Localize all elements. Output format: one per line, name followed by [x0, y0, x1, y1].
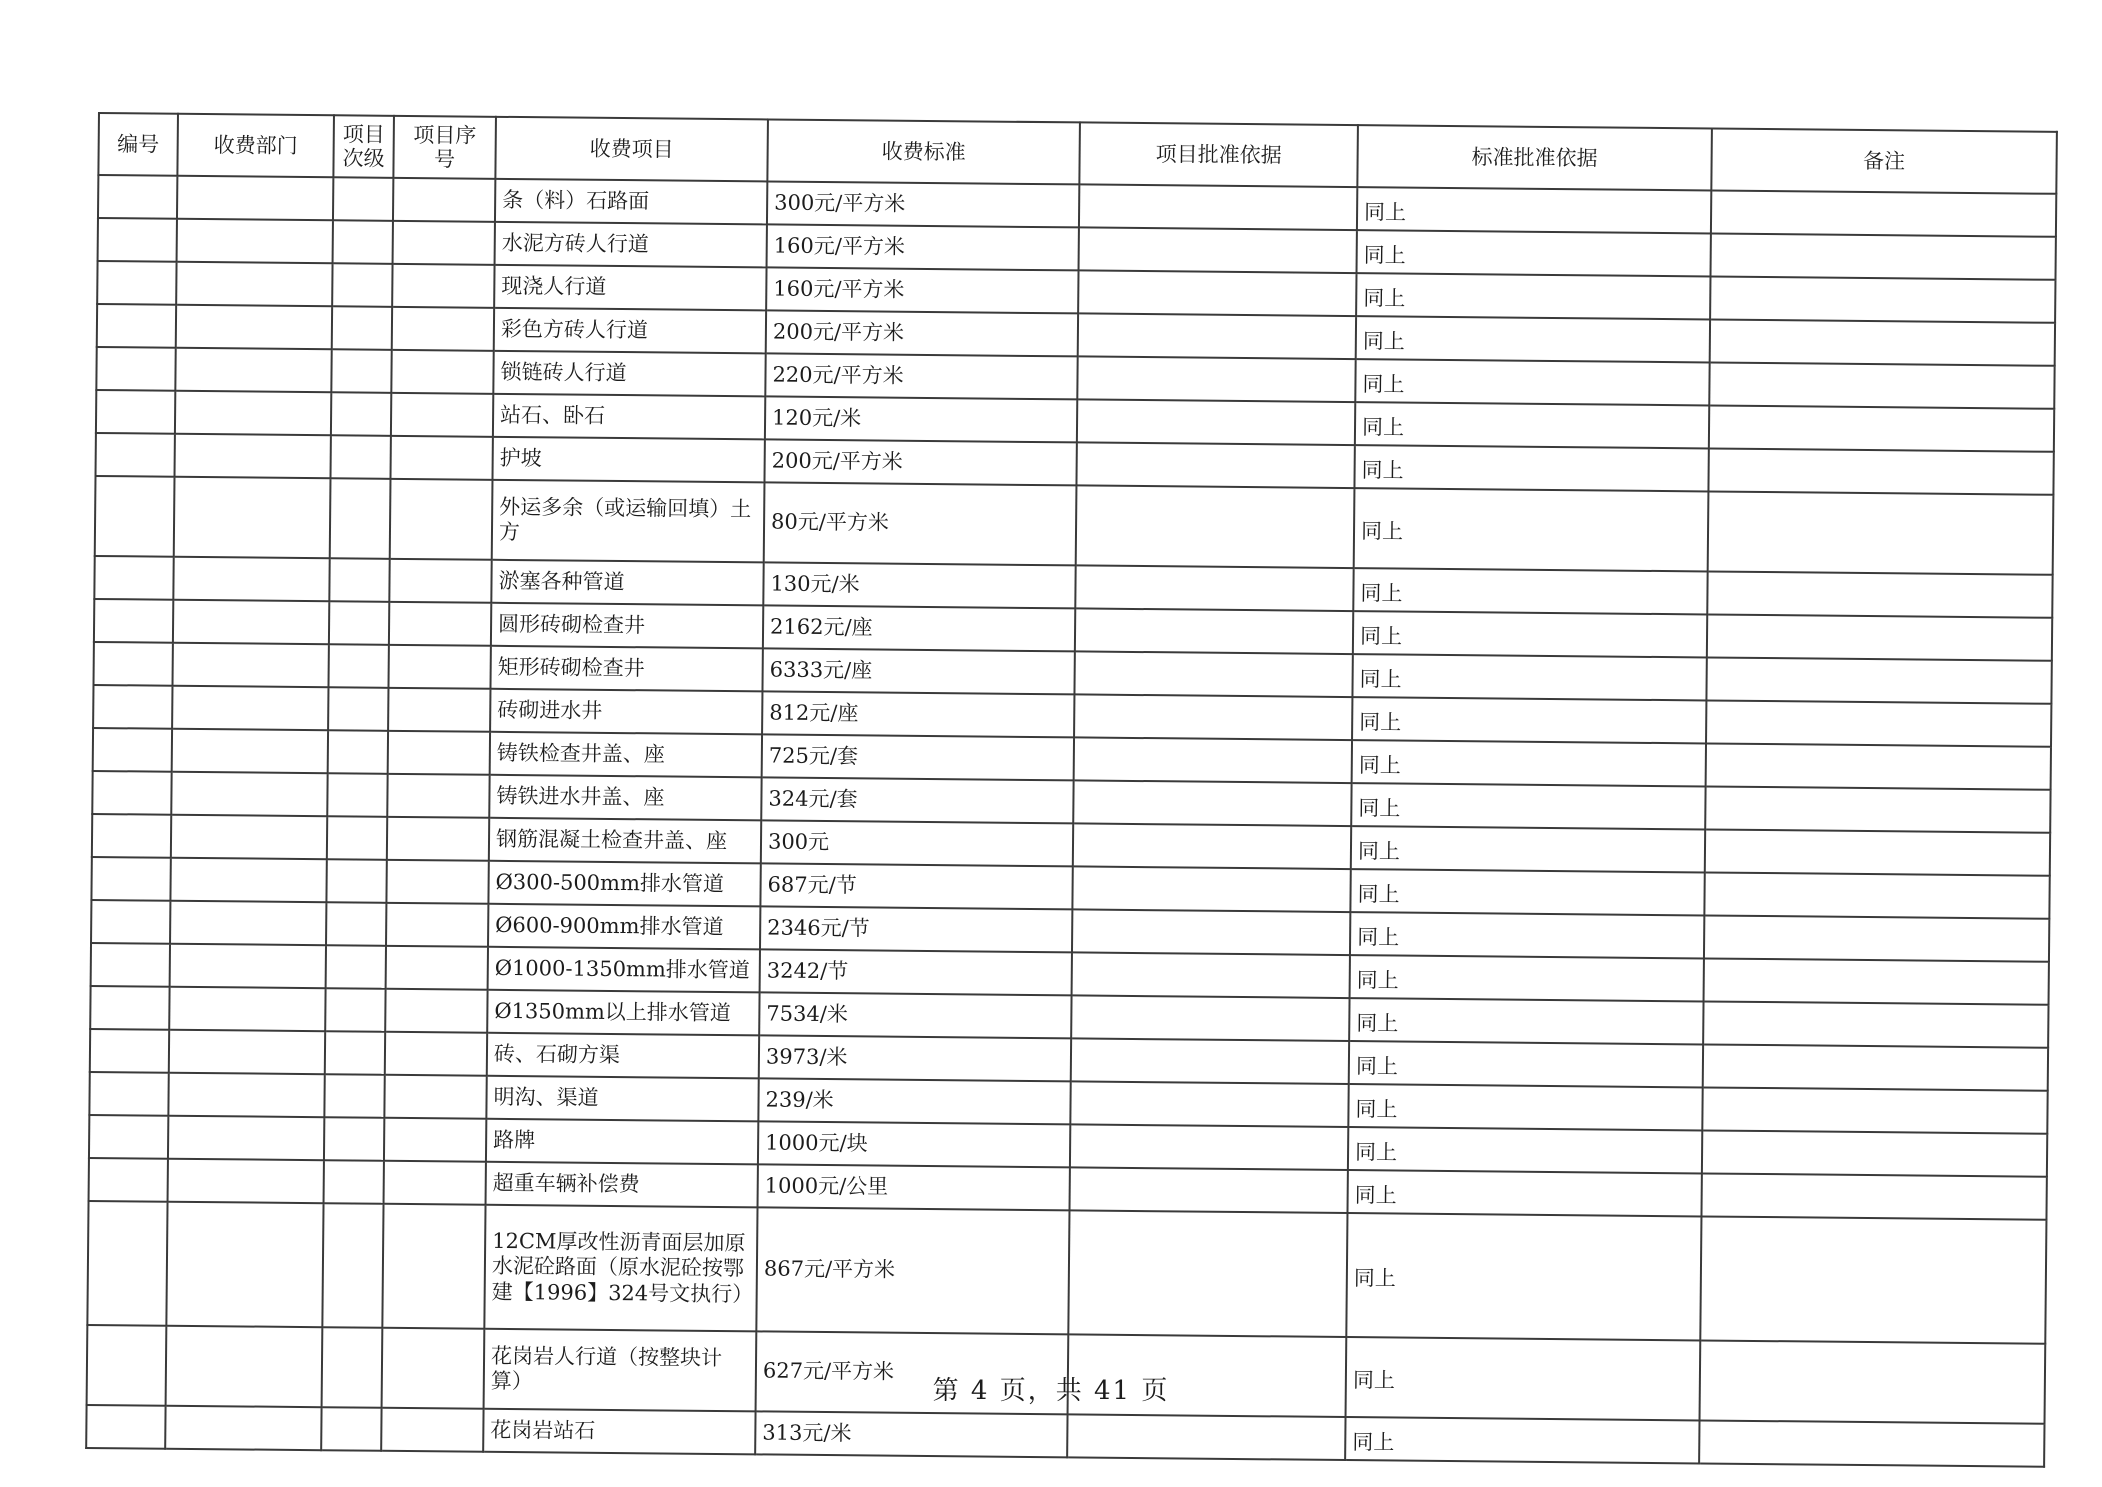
header-cell-department: 收费部门 [177, 114, 334, 177]
cell-remarks [1704, 958, 2049, 1004]
table-row [87, 1201, 2046, 1344]
cell-item: Ø600-900mm排水管道 [488, 904, 760, 950]
cell-sequence [387, 817, 489, 861]
cell-standard-basis: 同上 [1352, 654, 1706, 700]
cell-standard-basis: 同上 [1357, 187, 1711, 233]
cell-sequence [387, 774, 489, 818]
cell-item-basis [1070, 1081, 1348, 1127]
cell-sub-level [333, 177, 393, 221]
cell-number [96, 347, 175, 391]
header-cell-standard-basis: 标准批准依据 [1357, 125, 1712, 190]
cell-item: 现浇人行道 [494, 265, 766, 311]
cell-item-basis [1070, 1167, 1348, 1213]
cell-sub-level [332, 263, 392, 307]
cell-number [96, 390, 175, 434]
cell-standard-basis: 同上 [1354, 445, 1708, 491]
cell-item-basis [1076, 485, 1355, 568]
cell-sub-level [329, 601, 389, 645]
cell-department [175, 391, 331, 435]
cell-standard-basis: 同上 [1354, 488, 1709, 571]
cell-standard: 867元/平方米 [756, 1207, 1069, 1334]
cell-standard: 200元/平方米 [766, 310, 1078, 356]
cell-item-basis [1071, 995, 1349, 1041]
cell-department [176, 305, 332, 349]
cell-number [93, 728, 172, 772]
cell-sub-level [331, 349, 391, 393]
cell-sub-level [327, 816, 387, 860]
cell-sequence [389, 559, 491, 603]
cell-sequence [385, 989, 487, 1033]
cell-standard: 120元/米 [765, 396, 1077, 442]
cell-item-basis [1071, 1038, 1349, 1084]
header-text: 项目 [342, 122, 385, 147]
cell-item-basis [1074, 651, 1352, 697]
cell-standard-basis: 同上 [1350, 955, 1704, 1001]
cell-remarks [1706, 657, 2051, 703]
cell-number [89, 1158, 168, 1202]
cell-sub-level [328, 687, 388, 731]
cell-sub-level [325, 988, 385, 1032]
header-cell-remarks: 备注 [1711, 128, 2057, 193]
cell-remarks [1702, 1130, 2047, 1176]
cell-standard-basis: 同上 [1348, 1084, 1702, 1130]
cell-number [98, 218, 177, 262]
cell-number [89, 1115, 168, 1159]
cell-item-basis [1073, 823, 1351, 869]
cell-standard-basis: 同上 [1356, 316, 1710, 362]
cell-item-basis [1074, 737, 1352, 783]
cell-item-basis [1072, 866, 1350, 912]
cell-sub-level [325, 1031, 385, 1075]
cell-item-basis [1078, 270, 1356, 316]
cell-standard: 220元/平方米 [765, 353, 1077, 399]
cell-number [91, 943, 170, 987]
cell-number [93, 642, 172, 686]
cell-remarks [1710, 233, 2055, 279]
cell-number [90, 1029, 169, 1073]
header-cell-sequence [393, 116, 496, 179]
table-body [86, 175, 2056, 1467]
cell-remarks [1709, 405, 2054, 451]
cell-remarks [1703, 1001, 2048, 1047]
cell-remarks [1704, 915, 2049, 961]
cell-department [166, 1202, 323, 1327]
cell-remarks [1705, 786, 2050, 832]
cell-department [170, 944, 326, 988]
cell-sequence [392, 307, 494, 351]
cell-department [171, 815, 327, 859]
cell-department [176, 262, 332, 306]
cell-item: Ø300-500mm排水管道 [488, 861, 760, 907]
cell-item: 明沟、渠道 [486, 1076, 758, 1122]
cell-item: Ø1350mm以上排水管道 [487, 990, 759, 1036]
cell-standard: 2162元/座 [763, 605, 1075, 651]
cell-remarks [1710, 276, 2055, 322]
cell-standard-basis: 同上 [1355, 402, 1709, 448]
cell-item: 矩形砖砌检查井 [490, 646, 762, 692]
cell-standard: 300元/平方米 [767, 181, 1079, 227]
cell-remarks [1708, 491, 2054, 574]
cell-department [169, 987, 325, 1031]
cell-department [174, 477, 331, 558]
cell-remarks [1710, 319, 2055, 365]
cell-remarks [1705, 829, 2050, 875]
header-text: 次级 [342, 146, 385, 171]
cell-sequence [393, 221, 495, 265]
cell-sub-level [326, 902, 386, 946]
cell-sequence [390, 479, 493, 560]
cell-item-basis [1070, 1124, 1348, 1170]
cell-standard-basis: 同上 [1357, 230, 1711, 276]
header-cell-sub-level [333, 115, 394, 178]
cell-standard: 6333元/座 [762, 648, 1074, 694]
cell-standard: 80元/平方米 [764, 482, 1077, 565]
cell-standard-basis: 同上 [1355, 359, 1709, 405]
cell-remarks [1704, 872, 2049, 918]
cell-number [92, 814, 171, 858]
cell-standard-basis: 同上 [1356, 273, 1710, 319]
cell-department [170, 858, 326, 902]
cell-number [94, 556, 173, 600]
cell-remarks [1709, 362, 2054, 408]
cell-item: 超重车辆补偿费 [486, 1162, 758, 1208]
cell-sequence [385, 1032, 487, 1076]
cell-remarks [1711, 190, 2056, 236]
cell-number [89, 1072, 168, 1116]
cell-sub-level [327, 773, 387, 817]
cell-standard-basis: 同上 [1353, 611, 1707, 657]
cell-standard-basis: 同上 [1352, 697, 1706, 743]
cell-item: 花岗岩人行道（按整块计算） [484, 1329, 757, 1412]
cell-standard-basis: 同上 [1349, 1041, 1703, 1087]
cell-number [97, 304, 176, 348]
cell-department [177, 176, 333, 220]
cell-number [94, 599, 173, 643]
cell-item: 彩色方砖人行道 [494, 308, 766, 354]
cell-item-basis [1067, 1414, 1345, 1460]
cell-item-basis [1075, 608, 1353, 654]
cell-standard: 2346元/节 [760, 906, 1072, 952]
cell-item: 锁链砖人行道 [493, 351, 765, 397]
cell-sequence [388, 688, 490, 732]
cell-standard-basis: 同上 [1346, 1337, 1701, 1420]
cell-department [173, 600, 329, 644]
cell-department [173, 557, 329, 601]
cell-sub-level [324, 1160, 384, 1204]
cell-item: 砖砌进水井 [490, 689, 762, 735]
cell-remarks [1703, 1044, 2048, 1090]
cell-standard: 300元 [761, 820, 1073, 866]
cell-item: 花岗岩站石 [483, 1409, 755, 1455]
cell-standard: 725元/套 [762, 734, 1074, 780]
cell-sub-level [324, 1074, 384, 1118]
cell-standard-basis: 同上 [1349, 998, 1703, 1044]
cell-sub-level [330, 478, 391, 559]
cell-standard: 239/米 [758, 1078, 1070, 1124]
cell-department [175, 348, 331, 392]
cell-standard-basis: 同上 [1345, 1417, 1699, 1463]
cell-department [172, 686, 328, 730]
cell-standard-basis: 同上 [1350, 869, 1704, 915]
cell-sequence [386, 903, 488, 947]
cell-item-basis [1075, 565, 1353, 611]
cell-standard-basis: 同上 [1348, 1127, 1702, 1173]
cell-number [93, 685, 172, 729]
cell-sub-level [333, 220, 393, 264]
cell-standard: 1000元/块 [758, 1121, 1070, 1167]
cell-sequence [381, 1408, 483, 1452]
cell-sub-level [330, 435, 390, 479]
cell-item: 路牌 [486, 1119, 758, 1165]
cell-sequence [384, 1118, 486, 1162]
cell-item: 钢筋混凝土检查井盖、座 [489, 818, 761, 864]
cell-item-basis [1076, 442, 1354, 488]
cell-remarks [1707, 614, 2052, 660]
cell-item: 条（料）石路面 [495, 179, 767, 225]
cell-sequence [382, 1204, 485, 1329]
header-cell-standard: 收费标准 [767, 119, 1080, 184]
cell-remarks [1706, 700, 2051, 746]
cell-item: 砖、石砌方渠 [487, 1033, 759, 1079]
cell-number [96, 433, 175, 477]
cell-standard-basis: 同上 [1347, 1170, 1701, 1216]
cell-standard-basis: 同上 [1346, 1213, 1701, 1340]
cell-item-basis [1072, 952, 1350, 998]
cell-sub-level [331, 392, 391, 436]
header-text: 项目序 [413, 122, 477, 148]
cell-department [168, 1073, 324, 1117]
cell-item-basis [1073, 780, 1351, 826]
cell-item: 外运多余（或运输回填）土方 [492, 480, 765, 563]
cell-item-basis [1074, 694, 1352, 740]
cell-standard-basis: 同上 [1350, 912, 1704, 958]
cell-item: Ø1000-1350mm排水管道 [488, 947, 760, 993]
cell-item: 铸铁进水井盖、座 [489, 775, 761, 821]
cell-item: 护坡 [492, 437, 764, 483]
cell-number [91, 857, 170, 901]
cell-sequence [388, 731, 490, 775]
cell-remarks [1708, 448, 2053, 494]
cell-item-basis [1079, 184, 1357, 230]
cell-remarks [1707, 571, 2052, 617]
cell-standard: 3973/米 [759, 1035, 1071, 1081]
cell-standard-basis: 同上 [1352, 740, 1706, 786]
cell-number [91, 900, 170, 944]
cell-number [86, 1405, 165, 1449]
page-number: 第 4 页，共 41 页 [932, 1376, 1170, 1406]
cell-department [165, 1406, 321, 1450]
cell-standard: 3242/节 [760, 949, 1072, 995]
cell-sequence [386, 946, 488, 990]
cell-standard: 324元/套 [761, 777, 1073, 823]
cell-standard: 160元/平方米 [766, 267, 1078, 313]
cell-item: 水泥方砖人行道 [495, 222, 767, 268]
cell-sequence [389, 602, 491, 646]
cell-number [98, 175, 177, 219]
cell-sequence [391, 350, 493, 394]
cell-item-basis [1079, 227, 1357, 273]
header-text: 号 [433, 147, 456, 172]
header-cell-item: 收费项目 [495, 117, 768, 182]
cell-standard: 313元/米 [755, 1411, 1067, 1457]
cell-item-basis [1078, 313, 1356, 359]
cell-standard-basis: 同上 [1351, 826, 1705, 872]
cell-sub-level [326, 945, 386, 989]
cell-department [172, 729, 328, 773]
cell-standard: 627元/平方米 [756, 1331, 1069, 1414]
cell-item-basis [1077, 399, 1355, 445]
cell-item: 12CM厚改性沥青面层加原水泥砼路面（原水泥砼按鄂建【1996】324号文执行） [484, 1205, 757, 1332]
cell-sub-level [332, 306, 392, 350]
cell-department [171, 772, 327, 816]
cell-remarks [1699, 1420, 2044, 1466]
cell-sequence [391, 393, 493, 437]
cell-sub-level [324, 1117, 384, 1161]
cell-item-basis [1077, 356, 1355, 402]
cell-sequence [386, 860, 488, 904]
cell-department [168, 1116, 324, 1160]
cell-department [169, 1030, 325, 1074]
cell-sequence [390, 436, 492, 480]
cell-department [175, 434, 331, 478]
cell-remarks [1702, 1087, 2047, 1133]
cell-number [95, 476, 175, 557]
cell-item-basis [1072, 909, 1350, 955]
cell-sequence [384, 1075, 486, 1119]
cell-standard: 7534/米 [759, 992, 1071, 1038]
cell-sequence [393, 178, 495, 222]
cell-department [170, 901, 326, 945]
header-cell-number: 编号 [98, 113, 178, 176]
cell-sub-level [322, 1203, 383, 1328]
cell-sub-level [329, 558, 389, 602]
cell-department [168, 1159, 324, 1203]
fee-table [85, 112, 2058, 1468]
cell-sub-level [328, 730, 388, 774]
cell-standard: 160元/平方米 [767, 224, 1079, 270]
cell-number [92, 771, 171, 815]
cell-standard: 1000元/公里 [758, 1164, 1070, 1210]
cell-remarks [1700, 1216, 2046, 1343]
cell-sub-level [326, 859, 386, 903]
cell-number [97, 261, 176, 305]
cell-standard: 130元/米 [763, 562, 1075, 608]
cell-sequence [384, 1161, 486, 1205]
cell-standard: 200元/平方米 [764, 439, 1076, 485]
cell-item-basis [1068, 1210, 1347, 1337]
cell-sequence [388, 645, 490, 689]
cell-standard: 812元/座 [762, 691, 1074, 737]
cell-department [177, 219, 333, 263]
cell-remarks [1701, 1173, 2046, 1219]
cell-item: 淤塞各种管道 [491, 560, 763, 606]
cell-number [87, 1201, 167, 1326]
cell-sequence [392, 264, 494, 308]
cell-sub-level [328, 644, 388, 688]
cell-standard-basis: 同上 [1351, 783, 1705, 829]
header-cell-item-basis: 项目批准依据 [1079, 122, 1358, 187]
cell-item: 铸铁检查井盖、座 [490, 732, 762, 778]
cell-standard: 687元/节 [760, 863, 1072, 909]
cell-remarks [1706, 743, 2051, 789]
cell-item: 站石、卧石 [493, 394, 765, 440]
cell-sub-level [321, 1407, 381, 1451]
cell-department [172, 643, 328, 687]
cell-item: 圆形砖砌检查井 [491, 603, 763, 649]
cell-standard-basis: 同上 [1353, 568, 1707, 614]
cell-number [90, 986, 169, 1030]
